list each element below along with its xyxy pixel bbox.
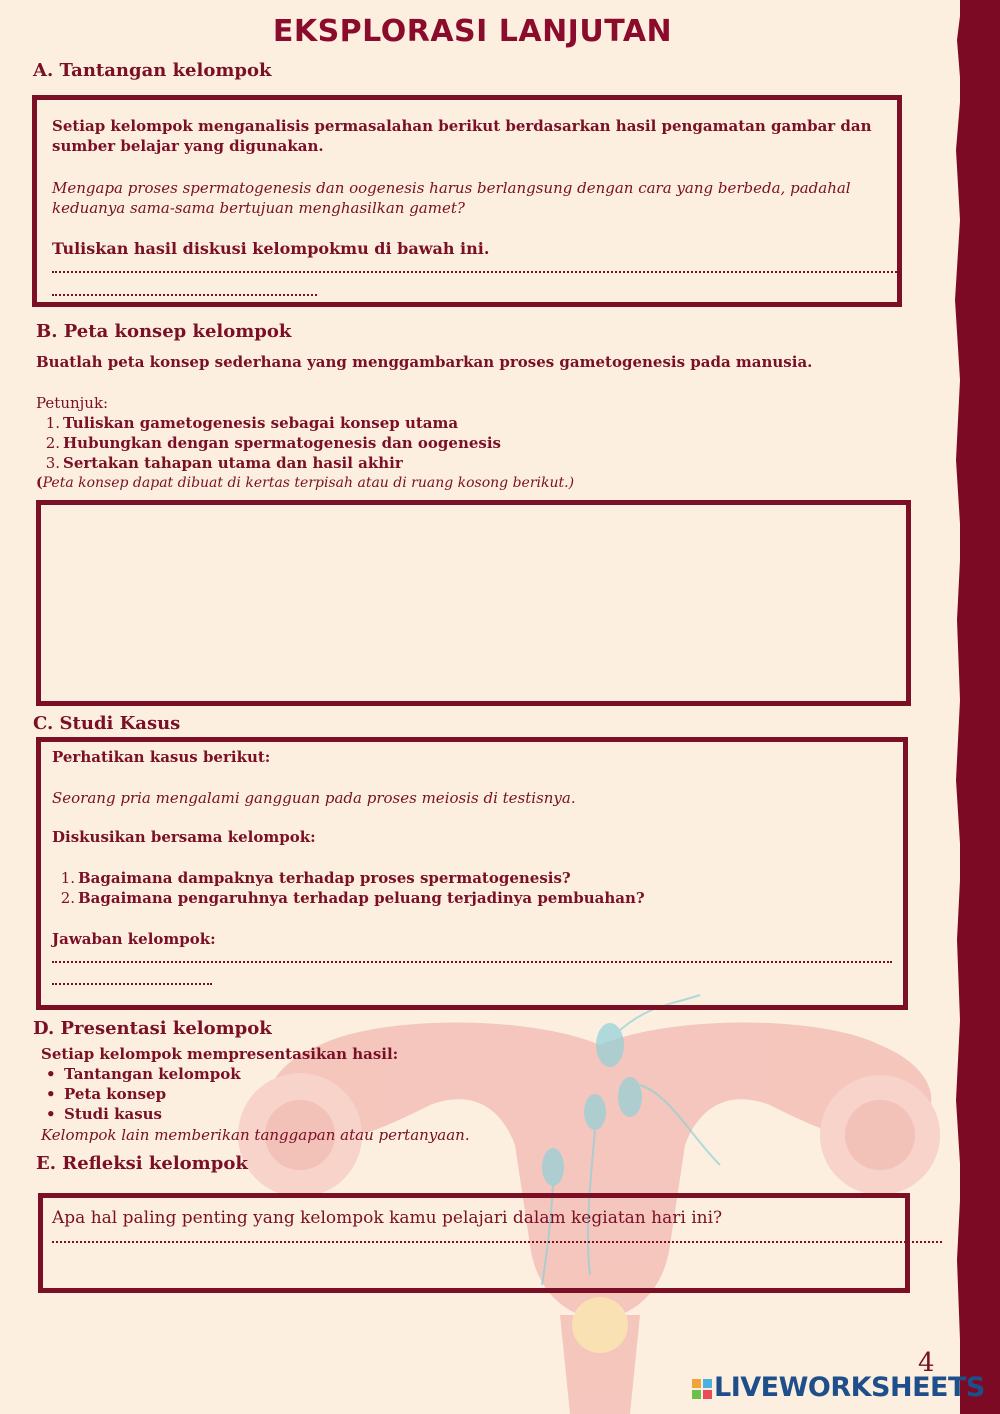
- section-b-intro: Buatlah peta konsep sederhana yang menggambarkan proses gametogenesis pada manusia.: [36, 353, 813, 371]
- section-d-list: [46, 1064, 241, 1124]
- step-item: 3. Sertakan tahapan utama dan hasil akhir: [45, 454, 403, 472]
- section-d-note: Kelompok lain memberikan tanggapan atau pertanyaan.: [41, 1126, 470, 1144]
- section-e-heading: E. Refleksi kelompok: [36, 1153, 248, 1174]
- section-c-questions: [59, 868, 645, 908]
- section-c-heading: C. Studi Kasus: [33, 713, 181, 734]
- section-a-answer-line-2[interactable]: [52, 293, 317, 296]
- section-d-heading: D. Presentasi kelompok: [33, 1018, 272, 1039]
- section-c-case: Seorang pria mengalami gangguan pada proses meiosis di testisnya.: [52, 789, 576, 807]
- liveworksheets-logo-icon: [692, 1379, 712, 1399]
- step-item: 2. Hubungkan dengan spermatogenesis dan oogenesis: [45, 434, 501, 452]
- section-b-steps: [44, 413, 501, 473]
- section-a-prompt: Tuliskan hasil diskusi kelompokmu di bawah ini.: [52, 239, 490, 258]
- step-item: 1. Tuliskan gametogenesis sebagai konsep utama: [45, 414, 459, 432]
- page-number: 4: [918, 1348, 935, 1378]
- section-a-heading: A. Tantangan kelompok: [33, 60, 272, 81]
- section-c-discuss: Diskusikan bersama kelompok:: [52, 828, 316, 846]
- liveworksheets-watermark: LIVEWORKSHEETS: [714, 1372, 985, 1403]
- section-e-question: Apa hal paling penting yang kelompok kamu pelajari dalam kegiatan hari ini?: [52, 1208, 723, 1228]
- section-c-answer-line-1[interactable]: [52, 960, 892, 963]
- question-item: 2. Bagaimana pengaruhnya terhadap peluang terjadinya pembuahan?: [60, 889, 645, 907]
- section-b-note: (Peta konsep dapat dibuat di kertas terpisah atau di ruang kosong berikut.): [36, 475, 575, 491]
- section-e-answer-line[interactable]: [52, 1240, 942, 1243]
- section-d-intro: Setiap kelompok mempresentasikan hasil:: [41, 1045, 399, 1063]
- section-a-question: Mengapa proses spermatogenesis dan oogenesis harus berlangsung dengan cara yang berbeda, padahal keduanya sama-sama bertujuan menghasilkan gamet?: [52, 179, 851, 217]
- section-b-heading: B. Peta konsep kelompok: [36, 321, 292, 342]
- list-item: • Studi kasus: [46, 1105, 162, 1123]
- section-a-intro: Setiap kelompok menganalisis permasalahan berikut berdasarkan hasil pengamatan gambar dan sumber belajar yang digunakan.: [52, 117, 872, 155]
- section-c-intro: Perhatikan kasus berikut:: [52, 748, 271, 766]
- concept-map-area[interactable]: [36, 500, 911, 706]
- section-b-hint-label: Petunjuk:: [36, 394, 109, 412]
- section-c-answer-label: Jawaban kelompok:: [52, 930, 216, 948]
- question-item: 1. Bagaimana dampaknya terhadap proses spermatogenesis?: [60, 869, 571, 887]
- right-bar-torn-edge: [954, 0, 962, 1414]
- section-a-answer-line-1[interactable]: [52, 270, 897, 273]
- page-title: EKSPLORASI LANJUTAN: [272, 14, 673, 49]
- right-decorative-bar: [960, 0, 1000, 1414]
- list-item: • Tantangan kelompok: [46, 1065, 241, 1083]
- list-item: • Peta konsep: [46, 1085, 167, 1103]
- section-c-answer-line-2[interactable]: [52, 982, 212, 985]
